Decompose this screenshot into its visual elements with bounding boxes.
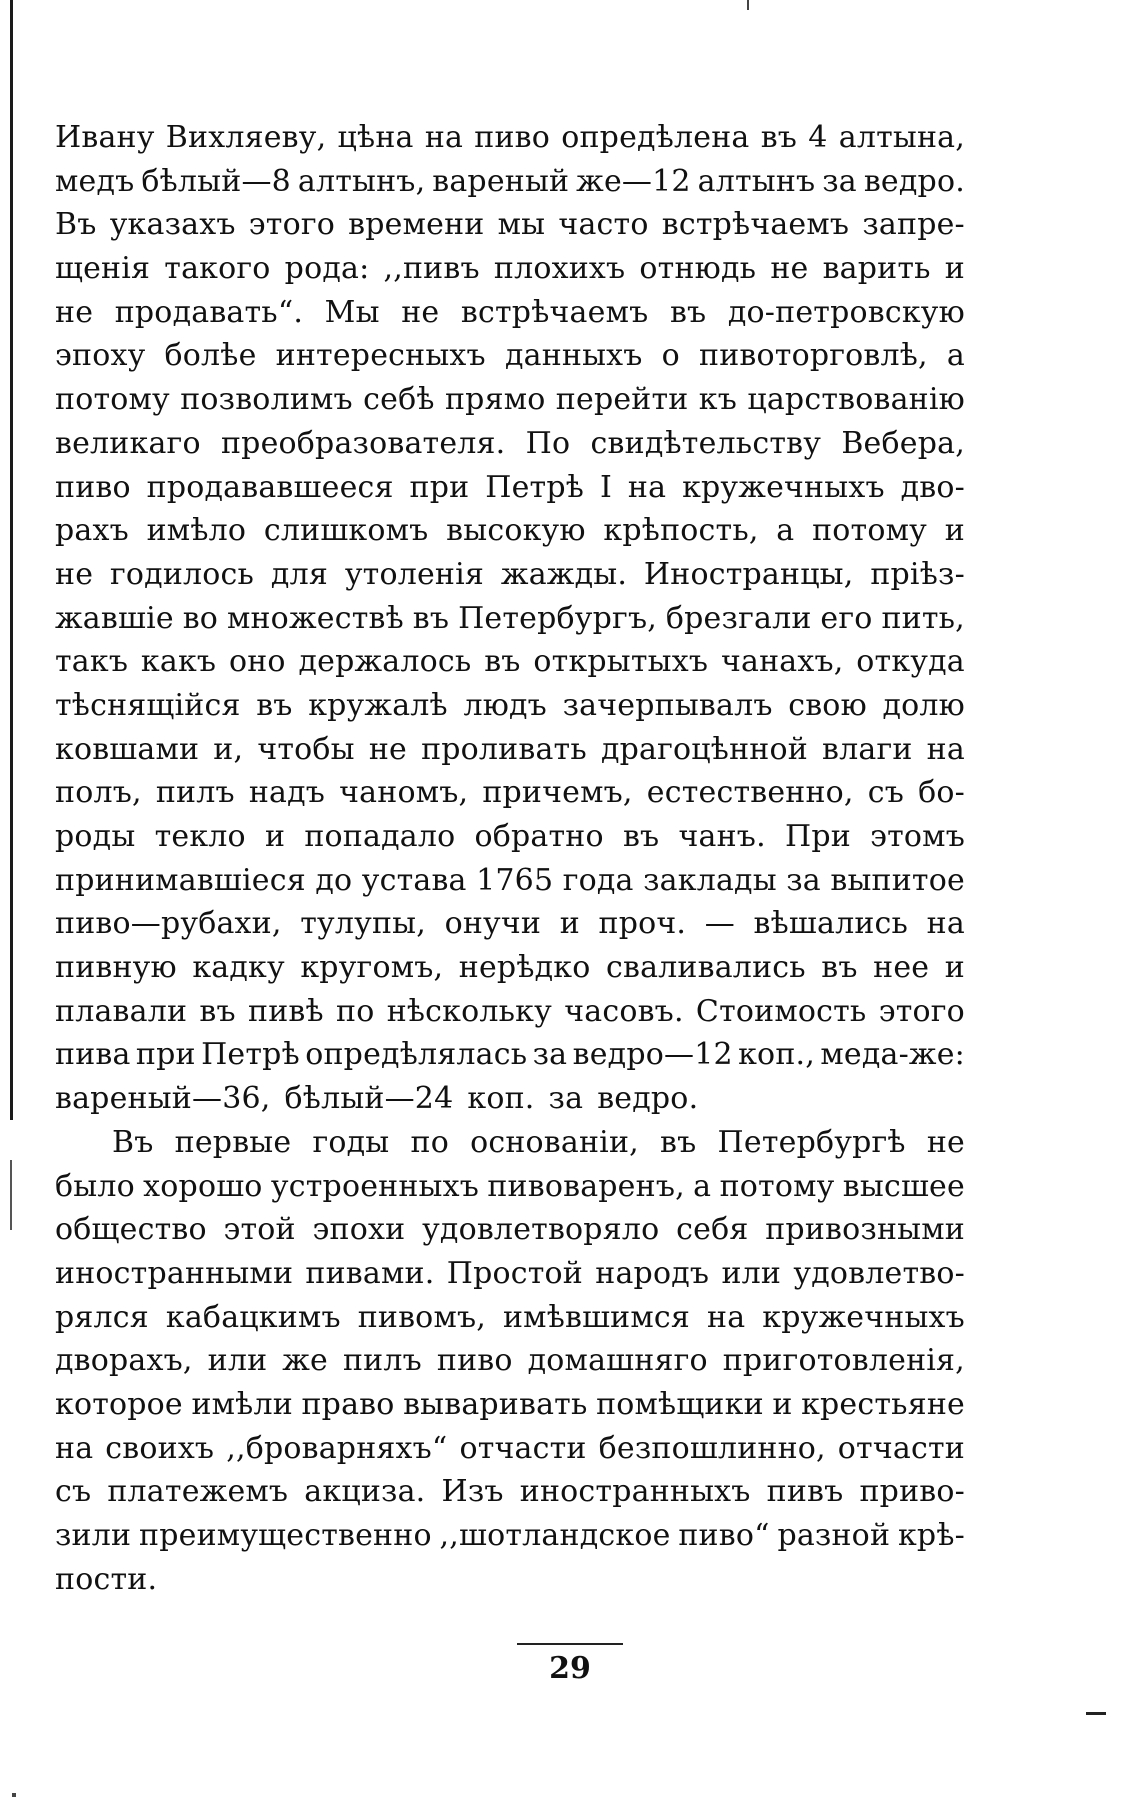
- word: на: [55, 1430, 94, 1466]
- word: и: [944, 950, 965, 986]
- text-line: [55, 160, 965, 204]
- word: же: [282, 1343, 329, 1379]
- word: людъ: [463, 687, 547, 723]
- word: отчасти: [837, 1430, 965, 1466]
- word: съ: [55, 1474, 92, 1510]
- paragraph-1: [55, 116, 965, 1121]
- text-line: [55, 203, 965, 247]
- word: варить: [822, 251, 931, 287]
- word: встрѣчаемъ: [661, 207, 850, 243]
- word: пилъ: [342, 1343, 422, 1379]
- text-line: [55, 859, 965, 903]
- scan-left-edge: [10, 0, 13, 1120]
- word: этомъ: [870, 819, 965, 854]
- word: было: [55, 1168, 135, 1204]
- word: кружечныхъ: [682, 469, 885, 505]
- word: Стоимость: [695, 993, 867, 1029]
- word: пиво: [474, 120, 551, 155]
- word: проливать: [421, 731, 587, 767]
- text-line: [55, 597, 965, 641]
- word: иностранныхъ: [519, 1474, 751, 1510]
- word: на: [926, 906, 965, 942]
- word: кружалѣ: [308, 687, 448, 723]
- word: въ: [484, 644, 521, 680]
- text-line: [55, 291, 965, 335]
- word: причемъ,: [482, 775, 633, 811]
- word: устроенныхъ: [270, 1168, 480, 1204]
- word: 4: [808, 120, 828, 155]
- word: указахъ: [109, 207, 236, 243]
- word: ,,броварняхъ“: [226, 1430, 448, 1466]
- word: пивъ: [766, 1474, 844, 1510]
- word: Простой: [446, 1255, 584, 1291]
- word: его: [820, 600, 873, 636]
- word: долю: [882, 687, 965, 723]
- word: Мы: [324, 294, 380, 330]
- word: иностранными: [55, 1255, 294, 1291]
- word: выпитое: [830, 862, 965, 898]
- word: привозными: [765, 1212, 965, 1248]
- word: крестьяне: [801, 1386, 965, 1422]
- text-line: [55, 815, 965, 859]
- word: ,,пивъ: [383, 251, 480, 287]
- page-number-rule: [517, 1643, 623, 1645]
- word: имѣвшимся: [502, 1299, 691, 1335]
- word: приво-: [859, 1474, 965, 1510]
- word: пилъ: [155, 775, 235, 811]
- word: въ: [256, 687, 293, 723]
- word: алтынъ,: [297, 163, 426, 199]
- word: болѣе: [164, 338, 257, 374]
- word: дворахъ,: [55, 1343, 193, 1379]
- text-line: [55, 466, 965, 510]
- text-line: [55, 509, 965, 553]
- word: драгоцѣнной: [600, 731, 808, 767]
- text-line: [55, 1121, 965, 1165]
- word: по: [410, 1124, 449, 1160]
- word: слишкомъ: [263, 513, 429, 549]
- word: преобразователя.: [220, 425, 506, 461]
- word: а: [693, 1168, 712, 1204]
- text-line: [55, 684, 965, 728]
- word: позволимъ: [180, 382, 353, 418]
- word: открытыхъ: [533, 644, 709, 680]
- word: Иностранцы,: [643, 556, 854, 592]
- word: обратно: [474, 819, 604, 854]
- word: и: [772, 1386, 793, 1422]
- word: о: [661, 338, 680, 374]
- word: и,: [213, 731, 244, 767]
- word: своихъ: [105, 1430, 215, 1466]
- scan-top-tick: [747, 0, 749, 10]
- text-line: [55, 946, 965, 990]
- word: чтобы: [257, 731, 355, 767]
- word: чанахъ,: [720, 644, 844, 680]
- word: тулупы,: [300, 906, 426, 942]
- word: или: [721, 1255, 782, 1291]
- word: пить,: [881, 600, 965, 636]
- text-line: [55, 1077, 965, 1121]
- word: не: [401, 294, 440, 330]
- word: вѣшались: [753, 906, 909, 942]
- text-line: [55, 1208, 965, 1252]
- text-line: [55, 640, 965, 684]
- word: же—12: [576, 163, 691, 199]
- word: устава: [361, 862, 467, 898]
- word: себя: [676, 1212, 749, 1248]
- word: пиво: [55, 469, 131, 505]
- word: алтына,: [838, 120, 965, 155]
- word: множествѣ: [226, 600, 404, 636]
- word: сваливались: [606, 950, 806, 986]
- word: вываривать: [403, 1386, 588, 1422]
- word: имѣли: [191, 1386, 293, 1422]
- word: брезгали: [665, 600, 812, 636]
- word: меда-же:: [820, 1037, 965, 1073]
- word: пиво—рубахи,: [55, 906, 282, 942]
- word: рялся: [55, 1299, 149, 1335]
- text-line: [55, 990, 965, 1034]
- word: продававшееся: [146, 469, 394, 505]
- word: пивѣ: [248, 993, 324, 1029]
- scan-corner-dot: [12, 1793, 16, 1797]
- word: не: [926, 1124, 965, 1160]
- word: этой: [223, 1212, 296, 1248]
- word: рода:: [284, 251, 370, 287]
- word: текло: [154, 819, 246, 854]
- word: пости.: [55, 1561, 158, 1597]
- word: алтынъ: [697, 163, 816, 199]
- word: годы: [312, 1124, 390, 1160]
- text-line: [55, 902, 965, 946]
- word: года: [562, 862, 634, 898]
- word: зили: [55, 1518, 132, 1553]
- word: потому: [812, 513, 927, 549]
- word: держалось: [298, 644, 472, 680]
- word: крѣпость,: [603, 513, 759, 549]
- word: нерѣдко: [458, 950, 591, 986]
- scan-right-mark: [1086, 1712, 1106, 1715]
- word: кадку: [192, 950, 285, 986]
- word: а: [946, 338, 965, 374]
- word: удовлетворяло: [422, 1212, 660, 1248]
- word: этого: [878, 993, 965, 1029]
- word: народъ: [595, 1255, 710, 1291]
- word: 1765: [476, 862, 554, 898]
- word: на: [627, 469, 667, 505]
- word: свою: [788, 687, 867, 723]
- word: не: [55, 556, 94, 592]
- text-line: [55, 1339, 965, 1383]
- word: времени: [348, 207, 485, 243]
- page-footer: [0, 1643, 1140, 1689]
- word: акциза.: [304, 1474, 426, 1510]
- word: хорошо: [143, 1168, 263, 1204]
- word: пивную: [55, 950, 177, 986]
- word: въ: [760, 120, 798, 155]
- word: на: [424, 120, 464, 155]
- word: и: [944, 513, 965, 549]
- text-line: [55, 1165, 965, 1209]
- word: такъ: [55, 644, 129, 680]
- text-line: [55, 1033, 965, 1077]
- word: Петрѣ: [201, 1037, 300, 1073]
- word: щенія: [55, 251, 151, 287]
- text-line: [55, 378, 965, 422]
- word: пива: [55, 1037, 131, 1073]
- word: чаномъ,: [339, 775, 469, 811]
- word: въ: [660, 1124, 697, 1160]
- word: платежемъ: [107, 1474, 289, 1510]
- word: I: [599, 469, 612, 505]
- word: такого: [164, 251, 271, 287]
- word: общество: [55, 1212, 207, 1248]
- word: пріѣз-: [870, 556, 965, 592]
- word: въ: [199, 993, 236, 1029]
- word: коп.,: [738, 1037, 815, 1073]
- word: и: [559, 906, 580, 942]
- word: домашняго: [527, 1343, 708, 1379]
- word: не: [770, 251, 809, 287]
- word: въ: [412, 600, 450, 636]
- text-line: [55, 334, 965, 378]
- word: потому: [719, 1168, 835, 1204]
- word: пивоваренъ,: [487, 1168, 685, 1204]
- word: имѣло: [146, 513, 247, 549]
- scan-left-edge-lower: [10, 1160, 12, 1230]
- word: за: [822, 163, 857, 199]
- text-line: [55, 422, 965, 466]
- word: пивомъ,: [357, 1299, 487, 1335]
- word: ведро.: [863, 163, 965, 199]
- word: зачерпывалъ: [562, 687, 773, 723]
- word: съ: [867, 775, 905, 811]
- page-body: [55, 116, 965, 1601]
- word: первые: [174, 1124, 292, 1160]
- word: пиво“: [678, 1518, 770, 1553]
- word: на: [926, 731, 965, 767]
- word: жажды.: [500, 556, 628, 592]
- word: нее: [873, 950, 930, 986]
- word: мы: [497, 207, 546, 243]
- word: оно: [228, 644, 286, 680]
- word: утоленія: [344, 556, 485, 592]
- word: кружечныхъ: [762, 1299, 965, 1335]
- word: прямо: [444, 382, 546, 418]
- word: бѣлый—8: [141, 163, 291, 199]
- word: великаго: [55, 425, 201, 461]
- text-line: [55, 1558, 965, 1602]
- word: естественно,: [646, 775, 854, 811]
- word: не: [368, 731, 407, 767]
- word: эпоху: [55, 338, 146, 374]
- word: до: [315, 862, 353, 898]
- word: полъ,: [55, 775, 142, 811]
- word: плохихъ: [493, 251, 626, 287]
- word: какъ: [140, 644, 217, 680]
- word: въ: [821, 950, 858, 986]
- word: бѣлый—24: [284, 1081, 454, 1117]
- word: право: [301, 1386, 395, 1422]
- word: кругомъ,: [300, 950, 444, 986]
- word: высшее: [842, 1168, 965, 1204]
- word: онучи: [444, 906, 542, 942]
- word: себѣ: [363, 382, 435, 418]
- word: потому: [55, 382, 170, 418]
- word: вареный—36,: [55, 1081, 271, 1117]
- word: продавать“.: [114, 294, 304, 330]
- word: Петербургѣ: [717, 1124, 906, 1160]
- word: откуда: [856, 644, 965, 680]
- word: и: [944, 251, 965, 287]
- word: за: [532, 1037, 568, 1073]
- word: или: [207, 1343, 268, 1379]
- text-line: [55, 1252, 965, 1296]
- word: до-петровскую: [727, 294, 965, 330]
- word: Изъ: [441, 1474, 504, 1510]
- word: кабацкимъ: [165, 1299, 341, 1335]
- word: опредѣлялась: [305, 1037, 528, 1073]
- text-line: [55, 1514, 965, 1558]
- text-line: [55, 1427, 965, 1471]
- word: Вебера,: [841, 425, 965, 461]
- word: часто: [558, 207, 649, 243]
- word: Петербургъ,: [458, 600, 657, 636]
- word: въ: [622, 819, 660, 854]
- word: свидѣтельству: [590, 425, 822, 461]
- word: заклады: [643, 862, 777, 898]
- word: высокую: [446, 513, 586, 549]
- word: преимущественно: [139, 1518, 432, 1553]
- text-line: [55, 1383, 965, 1427]
- word: основаніи,: [470, 1124, 639, 1160]
- word: жавшіе: [55, 600, 174, 636]
- word: коп.: [467, 1081, 535, 1117]
- word: къ: [698, 382, 738, 418]
- word: вареный: [432, 163, 570, 199]
- word: плавали: [55, 993, 188, 1029]
- word: рахъ: [55, 513, 129, 549]
- word: попадало: [304, 819, 456, 854]
- word: приготовленія,: [722, 1343, 965, 1379]
- text-line: [55, 116, 965, 160]
- word: не: [55, 294, 94, 330]
- text-line: [55, 553, 965, 597]
- word: дво-: [900, 469, 965, 505]
- word: надъ: [248, 775, 326, 811]
- word: цѣна: [337, 120, 414, 155]
- word: ковшами: [55, 731, 200, 767]
- text-line: [55, 728, 965, 772]
- word: а: [776, 513, 795, 549]
- word: роды: [55, 819, 136, 854]
- word: чанъ.: [678, 819, 766, 854]
- word: ,,шотландское: [439, 1518, 671, 1553]
- word: При: [784, 819, 851, 854]
- word: опредѣлена: [561, 120, 750, 155]
- word: встрѣчаемъ: [460, 294, 649, 330]
- word: эпохи: [312, 1212, 406, 1248]
- word: —: [704, 906, 735, 942]
- text-line: [55, 247, 965, 291]
- word: влаги: [822, 731, 913, 767]
- word: годилось: [109, 556, 255, 592]
- text-line: [55, 1470, 965, 1514]
- word: пивоторговлѣ,: [699, 338, 928, 374]
- word: помѣщики: [596, 1386, 764, 1422]
- word: тѣснящійся: [55, 687, 241, 723]
- word: медъ: [55, 163, 135, 199]
- word: Вихляеву,: [165, 120, 327, 155]
- word: во: [182, 600, 219, 636]
- word: удовлетво-: [793, 1255, 965, 1291]
- word: часовъ.: [564, 993, 684, 1029]
- word: данныхъ: [504, 338, 643, 374]
- word: на: [707, 1299, 746, 1335]
- word: Ивану: [55, 120, 155, 155]
- word: пиво: [436, 1343, 513, 1379]
- word: по: [336, 993, 375, 1029]
- word: отчасти: [459, 1430, 587, 1466]
- word: при: [135, 1037, 196, 1073]
- word: въ: [669, 294, 707, 330]
- word: Въ: [112, 1124, 154, 1160]
- word: Въ: [55, 207, 97, 243]
- word: По: [525, 425, 571, 461]
- word: запре-: [862, 207, 965, 243]
- word: перейти: [555, 382, 689, 418]
- word: интересныхъ: [275, 338, 486, 374]
- word: отнюдь: [639, 251, 757, 287]
- paragraph-2: [55, 1121, 965, 1602]
- word: для: [270, 556, 328, 592]
- text-line: [55, 1296, 965, 1340]
- word: за: [786, 862, 821, 898]
- word: царствованію: [747, 382, 965, 418]
- word: Петрѣ: [485, 469, 585, 505]
- word: ведро.: [597, 1081, 699, 1117]
- page-number: 29: [549, 1651, 591, 1686]
- word: разной: [777, 1518, 891, 1553]
- word: при: [409, 469, 470, 505]
- word: нѣскольку: [386, 993, 552, 1029]
- word: которое: [55, 1386, 183, 1422]
- word: безпошлинно,: [598, 1430, 826, 1466]
- text-line: [55, 771, 965, 815]
- word: и: [264, 819, 286, 854]
- word: крѣ-: [897, 1518, 965, 1553]
- word: принимавшіеся: [55, 862, 306, 898]
- word: бо-: [918, 775, 965, 811]
- word: проч.: [598, 906, 687, 942]
- word: за: [548, 1081, 584, 1117]
- word: ведро—12: [572, 1037, 733, 1073]
- word: этого: [248, 207, 336, 243]
- word: пивами.: [305, 1255, 435, 1291]
